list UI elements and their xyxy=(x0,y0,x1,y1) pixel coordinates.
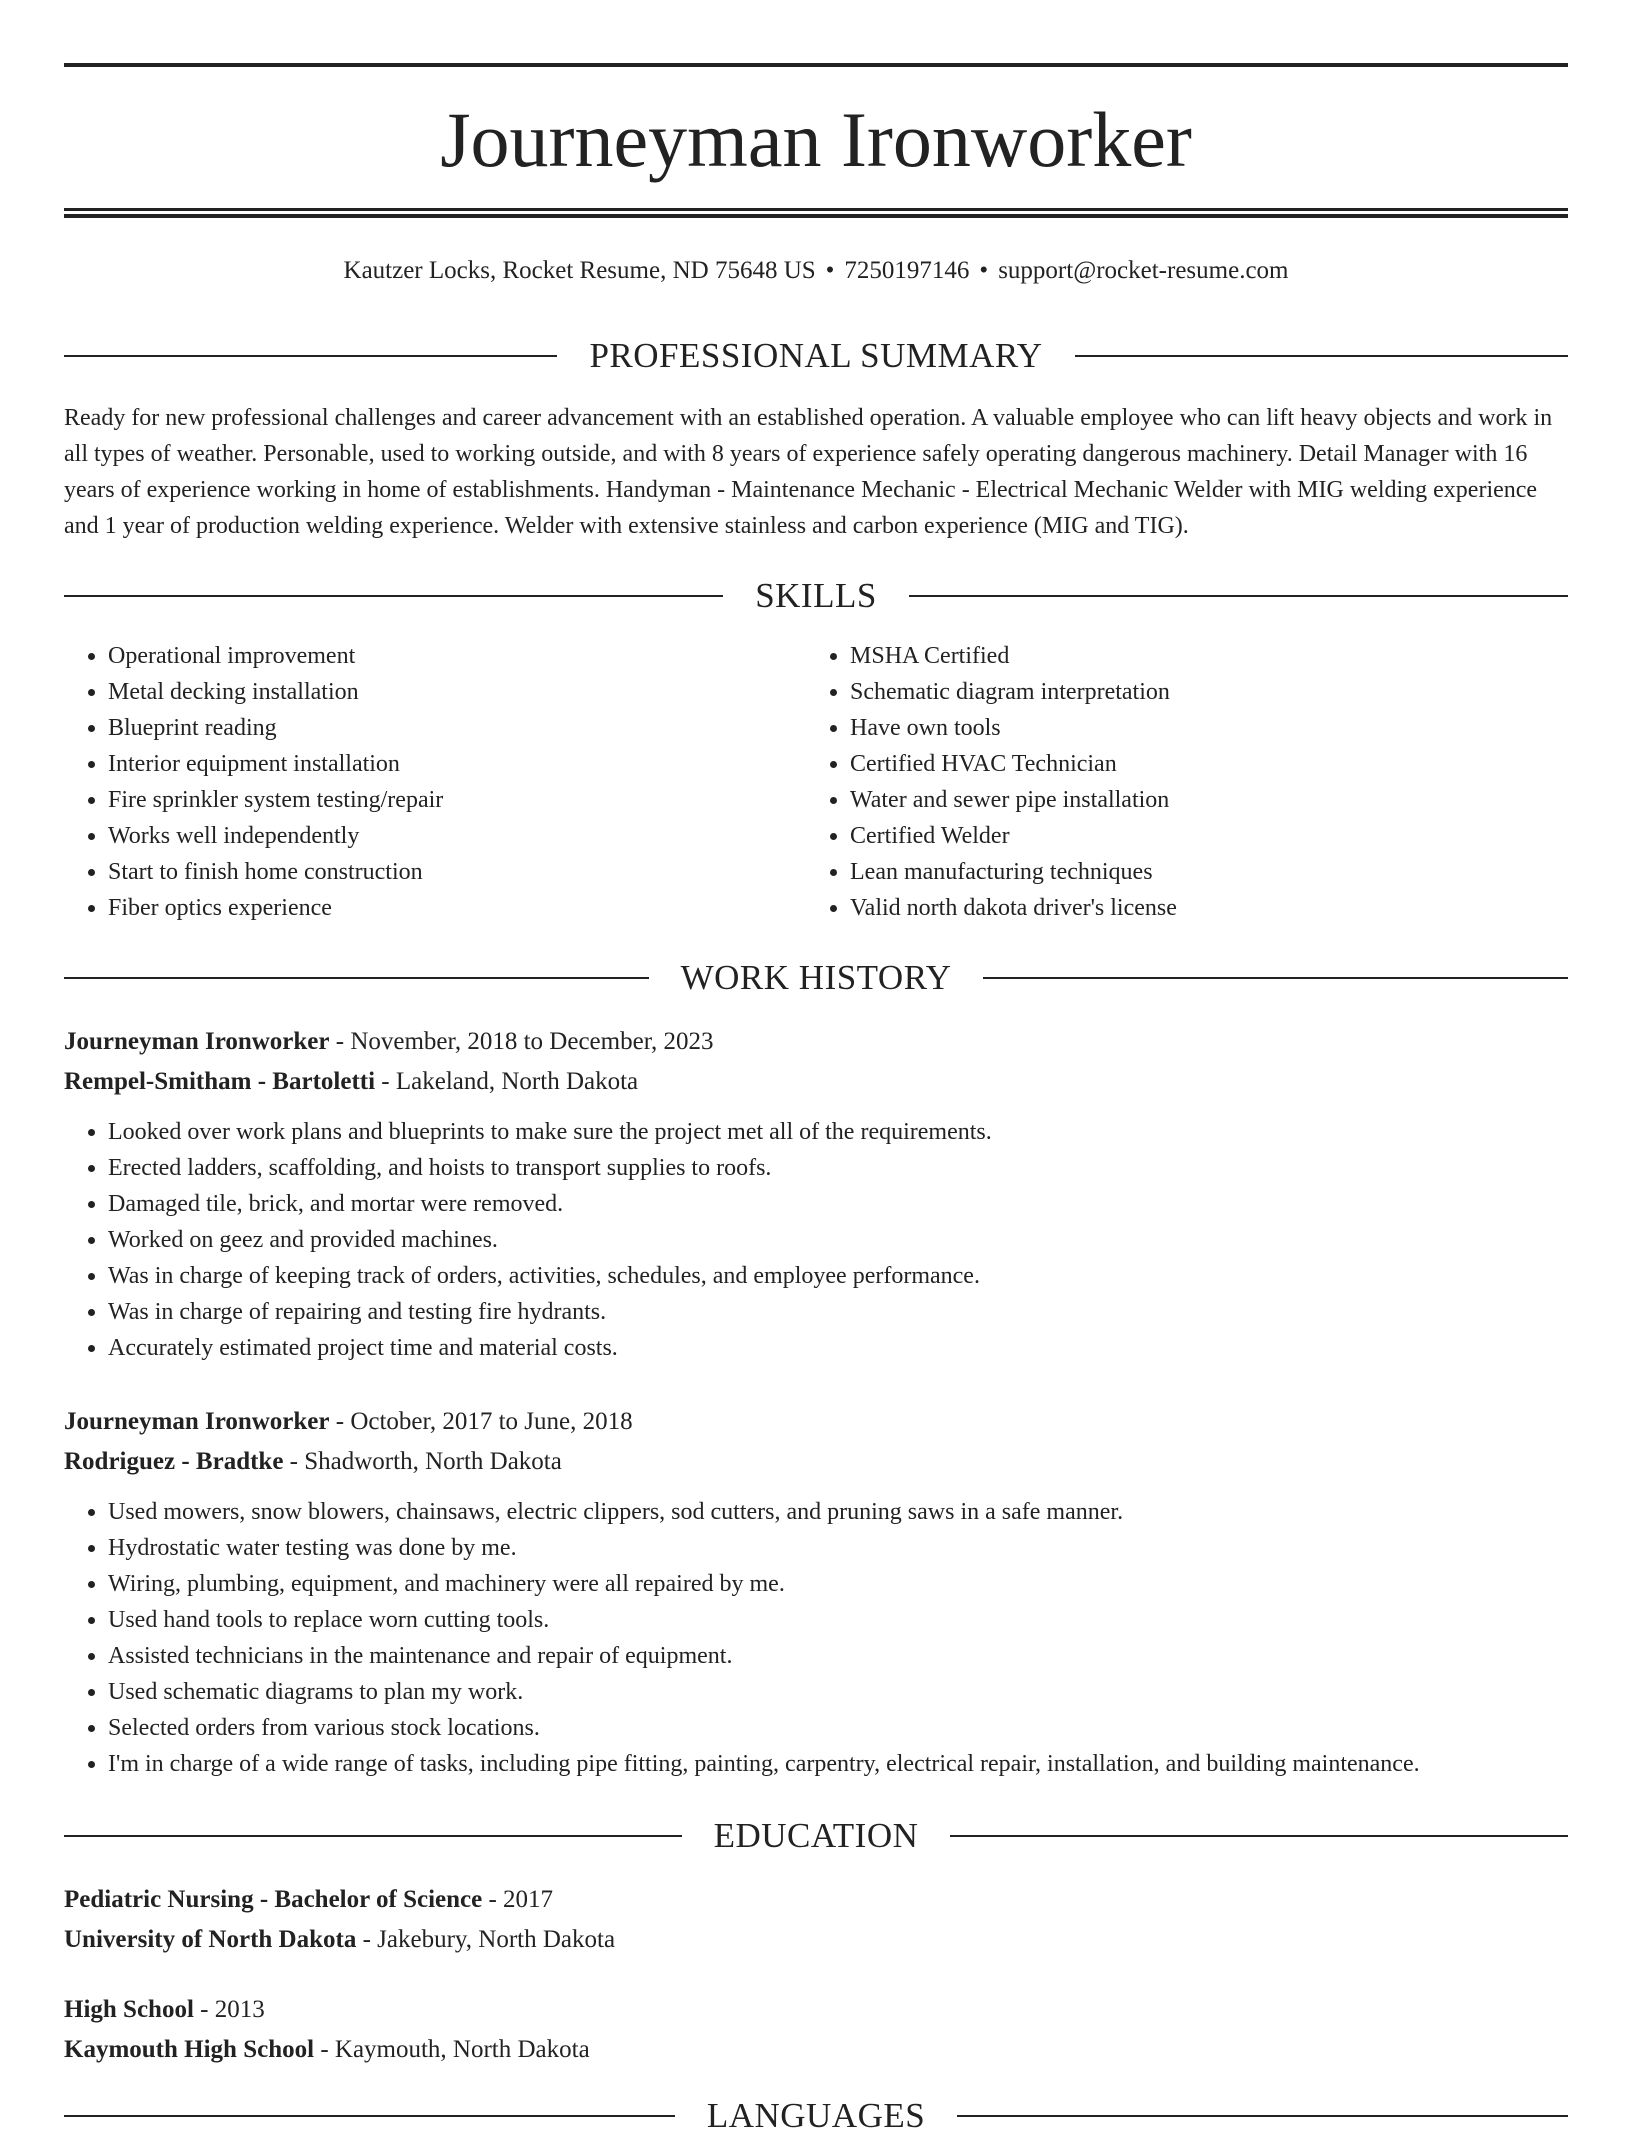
section-divider-left xyxy=(64,1835,682,1837)
summary-section-header xyxy=(64,334,1568,378)
skill-item: • Operational improvement xyxy=(108,638,806,674)
candidate-name: Journeyman Ironworker xyxy=(440,96,1192,183)
work-section-header xyxy=(64,956,1568,1000)
job-bullets xyxy=(64,1114,1568,1366)
job-position: Journeyman Ironworker xyxy=(64,1408,330,1435)
header-double-rule xyxy=(64,208,1568,218)
education-year: - 2017 xyxy=(482,1886,554,1913)
contact-phone: 7250197146 xyxy=(844,257,970,284)
skill-item: • Works well independently xyxy=(108,818,806,854)
job-bullet: • Worked on geez and provided machines. xyxy=(108,1222,1568,1258)
education-school-line xyxy=(64,1920,1568,1960)
skill-item: • Fiber optics experience xyxy=(108,890,806,926)
skill-item: • Start to finish home construction xyxy=(108,854,806,890)
job-dates: - October, 2017 to June, 2018 xyxy=(329,1408,633,1435)
skill-item: • Fire sprinkler system testing/repair xyxy=(108,782,806,818)
skill-item: • Water and sewer pipe installation xyxy=(850,782,1548,818)
job-bullet: • Used hand tools to replace worn cutting tools. xyxy=(108,1602,1568,1638)
education-degree: High School xyxy=(64,1996,194,2023)
job-bullet: • Selected orders from various stock locations. xyxy=(108,1710,1568,1746)
job-title-line xyxy=(64,1402,1568,1442)
skill-item: • Interior equipment installation xyxy=(108,746,806,782)
skills-section-header xyxy=(64,574,1568,618)
section-divider-left xyxy=(64,977,649,979)
skill-item: • Certified Welder xyxy=(850,818,1548,854)
section-divider-right xyxy=(1075,355,1568,357)
header-top-rule xyxy=(64,63,1568,67)
education-year: - 2013 xyxy=(193,1996,265,2023)
education-entry xyxy=(64,1990,1568,2070)
summary-section-title: PROFESSIONAL SUMMARY xyxy=(589,336,1043,375)
education-degree-line xyxy=(64,1880,1568,1920)
education-location: - Jakebury, North Dakota xyxy=(356,1926,616,1953)
job-company-line xyxy=(64,1442,1568,1482)
contact-separator: • xyxy=(825,257,835,284)
education-school: Kaymouth High School xyxy=(64,2036,315,2063)
skills-column-left xyxy=(64,638,806,926)
skills-column-right xyxy=(806,638,1548,926)
job-bullet: • Was in charge of keeping track of orders, activities, schedules, and employee performance. xyxy=(108,1258,1568,1294)
contact-address: Kautzer Locks, Rocket Resume, ND 75648 US xyxy=(343,257,816,284)
job-bullet: • Used schematic diagrams to plan my work. xyxy=(108,1674,1568,1710)
job-bullet: • Wiring, plumbing, equipment, and machinery were all repaired by me. xyxy=(108,1566,1568,1602)
section-divider-right xyxy=(983,977,1568,979)
skill-item: • Valid north dakota driver's license xyxy=(850,890,1548,926)
languages-section-header xyxy=(64,2094,1568,2138)
section-divider-left xyxy=(64,595,723,597)
job-dates: - November, 2018 to December, 2023 xyxy=(329,1028,714,1055)
skill-item: • Have own tools xyxy=(850,710,1548,746)
job-position: Journeyman Ironworker xyxy=(64,1028,330,1055)
skill-item: • MSHA Certified xyxy=(850,638,1548,674)
summary-text: Ready for new professional challenges and career advancement with an established operation. A valuable employee who can lift heavy objects and work in all types of weather. Personable, used to working outside, and with 8 years of experience safely operating dangerous machinery. Detail Manager with 16 years of experience working in home of establishments. Handyman - Maintenance Mechanic - Electrical Mechanic Welder with MIG welding experience and 1 year of production welding experience. Welder with extensive stainless and carbon experience (MIG and TIG). xyxy=(64,405,1553,539)
job-location: - Lakeland, North Dakota xyxy=(375,1068,639,1095)
contact-line xyxy=(64,254,1568,288)
job-company: Rempel-Smitham - Bartoletti xyxy=(64,1068,376,1095)
job-bullet: • Hydrostatic water testing was done by me. xyxy=(108,1530,1568,1566)
education-section-header xyxy=(64,1814,1568,1858)
section-divider-right xyxy=(950,1835,1568,1837)
job-bullets xyxy=(64,1494,1568,1782)
education-location: - Kaymouth, North Dakota xyxy=(314,2036,590,2063)
job-title-line xyxy=(64,1022,1568,1062)
education-degree-line xyxy=(64,1990,1568,2030)
education-section-title: EDUCATION xyxy=(713,1816,919,1855)
job-bullet: • Accurately estimated project time and material costs. xyxy=(108,1330,1568,1366)
skill-item: • Certified HVAC Technician xyxy=(850,746,1548,782)
education-school-line xyxy=(64,2030,1568,2070)
skills-section-title: SKILLS xyxy=(755,576,877,615)
section-divider-left xyxy=(64,2115,675,2117)
section-divider-left xyxy=(64,355,557,357)
skill-item: • Lean manufacturing techniques xyxy=(850,854,1548,890)
job-bullet: • Damaged tile, brick, and mortar were removed. xyxy=(108,1186,1568,1222)
job-bullet: • Used mowers, snow blowers, chainsaws, electric clippers, sod cutters, and pruning saws in a safe manner. xyxy=(108,1494,1568,1530)
contact-email: support@rocket-resume.com xyxy=(998,257,1289,284)
languages-section-title: LANGUAGES xyxy=(706,2096,926,2135)
skills-list xyxy=(64,638,1568,926)
skill-item: • Metal decking installation xyxy=(108,674,806,710)
education-entry xyxy=(64,1880,1568,1960)
contact-separator: • xyxy=(979,257,989,284)
education-degree: Pediatric Nursing - Bachelor of Science xyxy=(64,1886,483,1913)
job-bullet: • Looked over work plans and blueprints to make sure the project met all of the requirements. xyxy=(108,1114,1568,1150)
education-school: University of North Dakota xyxy=(64,1926,357,1953)
section-divider-right xyxy=(957,2115,1568,2117)
job-entry xyxy=(64,1402,1568,1782)
job-location: - Shadworth, North Dakota xyxy=(283,1448,562,1475)
skill-item: • Blueprint reading xyxy=(108,710,806,746)
job-bullet: • Assisted technicians in the maintenance and repair of equipment. xyxy=(108,1638,1568,1674)
job-bullet: • I'm in charge of a wide range of tasks, including pipe fitting, painting, carpentry, electrical repair, installation, and building maintenance. xyxy=(108,1746,1568,1782)
job-company: Rodriguez - Bradtke xyxy=(64,1448,284,1475)
work-section-title: WORK HISTORY xyxy=(680,958,952,997)
job-bullet: • Was in charge of repairing and testing fire hydrants. xyxy=(108,1294,1568,1330)
section-divider-right xyxy=(909,595,1568,597)
job-bullet: • Erected ladders, scaffolding, and hoists to transport supplies to roofs. xyxy=(108,1150,1568,1186)
job-entry xyxy=(64,1022,1568,1366)
job-company-line xyxy=(64,1062,1568,1102)
skill-item: • Schematic diagram interpretation xyxy=(850,674,1548,710)
